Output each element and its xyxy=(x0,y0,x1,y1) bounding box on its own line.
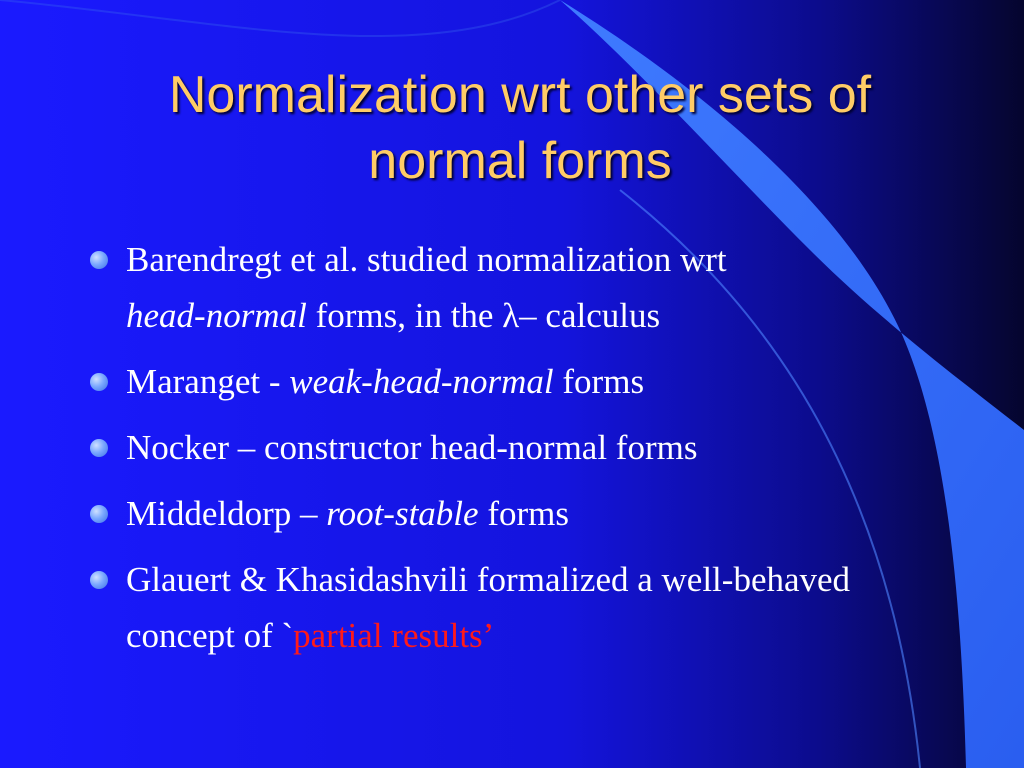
bullet-list xyxy=(90,232,930,674)
bullet-dot-icon xyxy=(90,505,108,523)
bullet-text-cont: forms, in the λ– calculus xyxy=(306,296,661,335)
bullet-text: Middeldorp – xyxy=(126,494,327,533)
bullet-dot-icon xyxy=(90,373,108,391)
bullet-dot-icon xyxy=(90,439,108,457)
bullet-text: Barendregt et al. studied normalization wrt xyxy=(126,240,727,279)
bullet-text: Nocker – constructor head-normal forms xyxy=(126,428,698,467)
bullet-italic-term: weak-head-normal xyxy=(289,362,554,401)
bullet-text-cont: forms xyxy=(478,494,569,533)
title-line-1: Normalization wrt other sets of xyxy=(168,66,872,124)
bullet-dot-icon xyxy=(90,251,108,269)
bullet-nocker xyxy=(90,420,930,476)
bullet-middeldorp xyxy=(90,486,930,542)
swoosh-line-2 xyxy=(0,0,560,36)
bullet-text: Glauert & Khasidashvili formalized a well-behaved concept of ` xyxy=(126,560,851,655)
bullet-highlight-term: partial results’ xyxy=(293,616,495,655)
bullet-glauert xyxy=(90,552,930,664)
bullet-text: Maranget - xyxy=(126,362,290,401)
bullet-italic-term: head-normal xyxy=(126,296,307,335)
bullet-text-cont: forms xyxy=(553,362,645,401)
bullet-barendregt xyxy=(90,232,930,344)
title-line-2: normal forms xyxy=(368,132,672,190)
bullet-dot-icon xyxy=(90,571,108,589)
bullet-maranget xyxy=(90,354,930,410)
bullet-italic-term: root-stable xyxy=(326,494,479,533)
slide-title xyxy=(60,62,980,194)
